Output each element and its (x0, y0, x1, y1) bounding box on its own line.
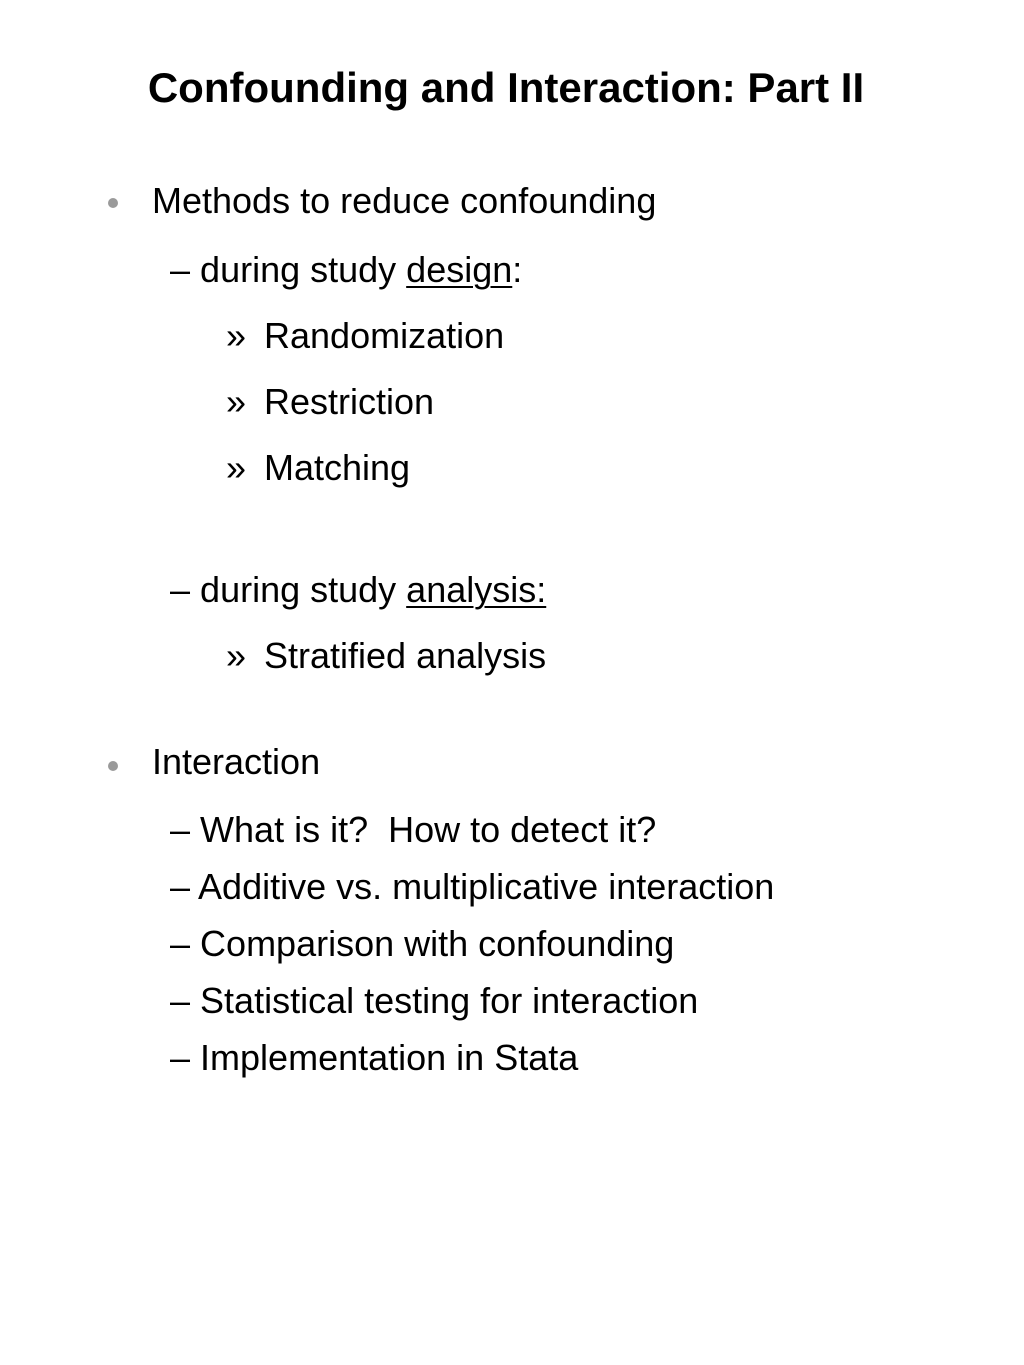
list-item-label: What is it? How to detect it? (200, 809, 657, 850)
list-item-label: Implementation in Stata (200, 1037, 579, 1078)
dash-marker: – (170, 569, 191, 610)
raquo-marker: » (226, 635, 247, 676)
section-heading: Interaction (152, 741, 321, 782)
list-item-additive (170, 865, 774, 909)
list-item-label: Matching (264, 447, 411, 488)
list-item-label: Restriction (264, 381, 435, 422)
list-item-what-is-it (170, 808, 656, 852)
list-item-implementation (170, 1036, 578, 1080)
slide-title: Confounding and Interaction: Part II (147, 64, 865, 111)
dash-marker: – (170, 809, 191, 850)
subheading-design (170, 248, 522, 292)
list-item-statistical-testing (170, 979, 698, 1023)
list-item-comparison (170, 922, 674, 966)
list-item-matching (226, 446, 410, 490)
bullet-dot (108, 198, 118, 208)
section-heading: Methods to reduce confounding (152, 180, 657, 221)
list-item-label: Stratified analysis (264, 635, 547, 676)
list-item-randomization (226, 314, 504, 358)
subheading-prefix: during study (200, 569, 407, 610)
dash-marker: – (170, 1037, 191, 1078)
bullet-dot (108, 761, 118, 771)
list-item-label: Statistical testing for interaction (200, 980, 699, 1021)
subheading-analysis (170, 568, 546, 612)
list-item-label: Randomization (264, 315, 505, 356)
list-item-stratified-analysis (226, 634, 546, 678)
dash-marker: – (170, 923, 191, 964)
raquo-marker: » (226, 381, 247, 422)
subheading-underlined: design (406, 249, 513, 290)
raquo-marker: » (226, 315, 247, 356)
dash-marker: – (170, 866, 191, 907)
subheading-suffix: : (512, 249, 523, 290)
dash-marker: – (170, 249, 191, 290)
list-item-label: Additive vs. multiplicative interaction (198, 866, 775, 907)
list-item-label: Comparison with confounding (200, 923, 675, 964)
raquo-marker: » (226, 447, 247, 488)
subheading-prefix: during study (200, 249, 407, 290)
dash-marker: – (170, 980, 191, 1021)
subheading-underlined: analysis: (406, 569, 547, 610)
list-item-restriction (226, 380, 434, 424)
